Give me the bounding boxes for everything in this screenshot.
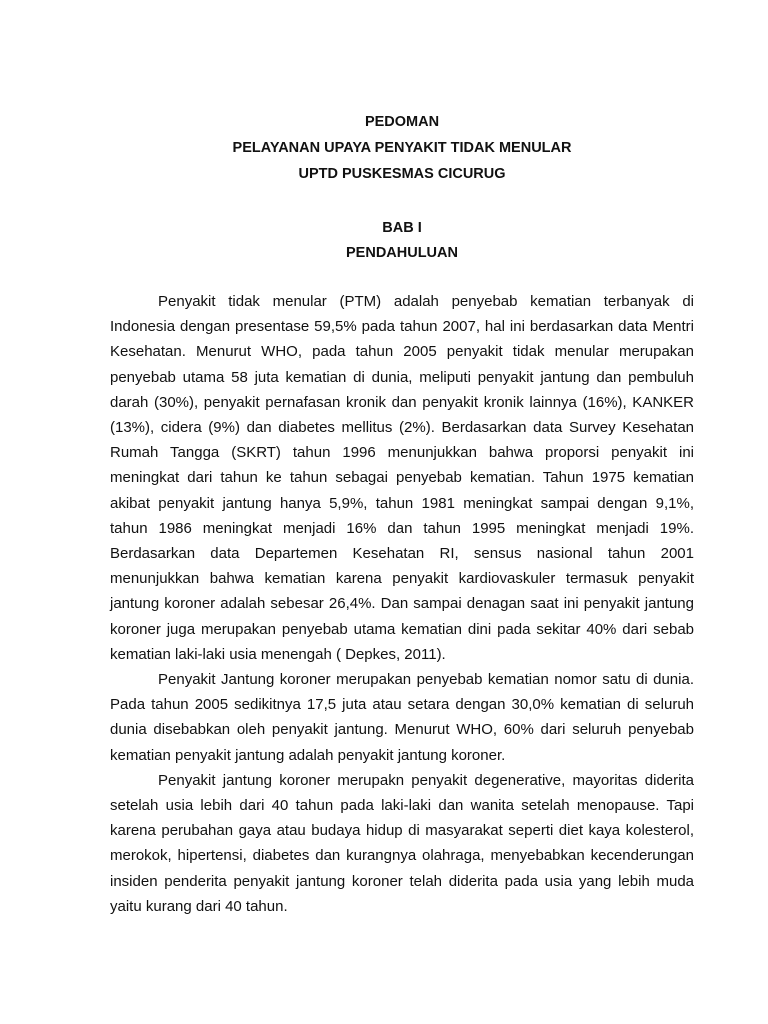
chapter-title: PENDAHULUAN — [346, 245, 458, 261]
chapter-number: BAB I — [382, 220, 422, 236]
chapter-heading — [0, 216, 768, 266]
paragraph-3: Penyakit jantung koroner merupakn penyakit degenerative, mayoritas diderita setelah usia lebih dari 40 tahun pada laki-laki dan wanita setelah menopause. Tapi karena perubahan gaya atau budaya hidup di masyarakat seperti diet kaya kolesterol, merokok, hipertensi, diabetes dan kurangnya olahraga, menyebabkan kecenderungan insiden penderita penyakit jantung koroner telah diderita pada usia yang lebih muda yaitu kurang dari 40 tahun. — [110, 771, 694, 915]
title-line-3: UPTD PUSKESMAS CICURUG — [298, 166, 506, 182]
body-text — [110, 289, 694, 919]
paragraph-2: Penyakit Jantung koroner merupakan penyebab kematian nomor satu di dunia. Pada tahun 2005 sedikitnya 17,5 juta atau setara dengan 30,0% kematian di seluruh dunia disebabkan oleh penyakit jantung. Menurut WHO, 60% dari seluruh penyebab kematian penyakit jantung adalah penyakit jantung koroner. — [110, 671, 694, 764]
paragraph-1: Penyakit tidak menular (PTM) adalah penyebab kematian terbanyak di Indonesia dengan presentase 59,5% pada tahun 2007, hal ini berdasarkan data Mentri Kesehatan. Menurut WHO, pada tahun 2005 penyakit tidak menular merupakan penyebab utama 58 juta kematian di dunia, meliputi penyakit jantung dan pembuluh darah (30%), penyakit pernafasan kronik dan penyakit kronik lainnya (16%), KANKER (13%), cidera (9%) dan diabetes mellitus (2%). Berdasarkan data Survey Kesehatan Rumah Tangga (SKRT) tahun 1996 menunjukkan bahwa proporsi penyakit ini meningkat dari tahun ke tahun sebagai penyebab kematian. Tahun 1975 kematian akibat penyakit jantung hanya 5,9%, tahun 1981 meningkat sampai dengan 9,1%, tahun 1986 meningkat menjadi 16% dan tahun 1995 meningkat menjadi 19%. Berdasarkan data Departemen Kesehatan RI, sensus nasional tahun 2001 menunjukkan bahwa kematian karena penyakit kardiovaskuler termasuk penyakit jantung koroner adalah sebesar 26,4%. Dan sampai denagan saat ini penyakit jantung koroner juga merupakan penyebab utama kematian dini pada sekitar 40% dari sebab kematian laki-laki usia menengah ( Depkes, 2011). — [110, 293, 694, 663]
title-line-2: PELAYANAN UPAYA PENYAKIT TIDAK MENULAR — [232, 140, 572, 156]
document-title — [0, 109, 768, 187]
title-line-1: PEDOMAN — [364, 114, 440, 130]
